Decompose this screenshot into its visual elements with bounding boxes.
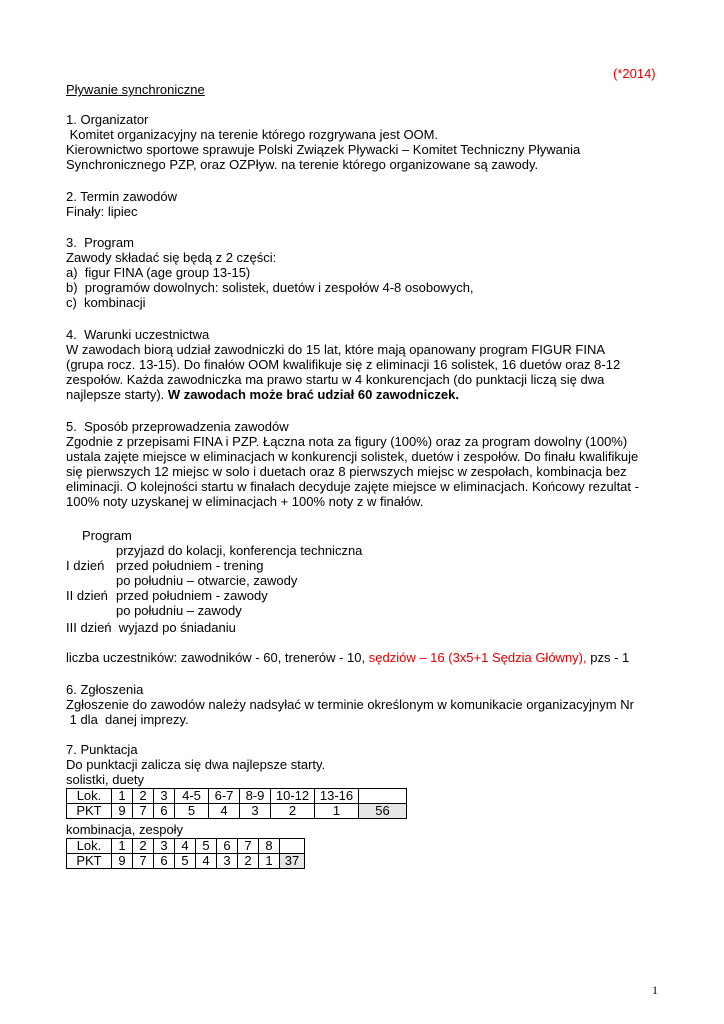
paragraph-line: 1 dla danej imprezy. (66, 712, 189, 727)
section-heading: 2. Termin zawodów (66, 189, 178, 204)
table-cell: 5 (196, 839, 217, 854)
table-cell: 5 (175, 804, 209, 819)
table-cell: 1 (112, 839, 133, 854)
paragraph-line: ustala zajęte miejsce w eliminacjach w konkurencji solistek, duetów i zespołów. Do finału kwalifikuje (66, 449, 639, 464)
schedule-title: Program (82, 528, 132, 543)
table-cell: 1 (315, 804, 359, 819)
paragraph-line: eliminacji. O kolejności startu w finałach decyduje zajęte miejsce w eliminacjach. Końcowy rezultat - (66, 479, 639, 494)
paragraph-line: zespołów. Każda zawodniczka ma prawo startu w 4 konkurencjach (do punktacji liczą się dwa (66, 372, 605, 387)
schedule-morning: przed południem - zawody (116, 588, 268, 603)
paragraph-line: 100% noty uzyskanej w eliminacjach + 100% noty z w finałów. (66, 494, 424, 509)
points-table-solo-duet (66, 788, 407, 819)
schedule-afternoon: po południu – otwarcie, zawody (116, 573, 298, 588)
section-program (66, 235, 474, 310)
paragraph-line: W zawodach biorą udział zawodniczki do 15 lat, które mają opanowany program FIGUR FINA (66, 342, 606, 357)
page-number: 1 (652, 983, 658, 997)
list-item: b) programów dowolnych: solistek, duetów i zespołów 4-8 osobowych, (66, 280, 474, 295)
paragraph-line: Do punktacji zalicza się dwa najlepsze starty. (66, 757, 326, 772)
table-cell: 4 (209, 804, 240, 819)
row-label: PKT (67, 804, 112, 819)
schedule-intro: przyjazd do kolacji, konferencja techniczna (116, 543, 363, 558)
table-cell: 2 (133, 789, 154, 804)
row-label: PKT (67, 854, 112, 869)
table-caption: solistki, duety (66, 772, 145, 787)
table-cell: 7 (133, 804, 154, 819)
section-heading: 6. Zgłoszenia (66, 682, 144, 697)
table-row (67, 854, 305, 869)
judges-count: sędziów – 16 (3x5+1 Sędzia Główny), (368, 650, 587, 665)
table-row (67, 789, 407, 804)
table-cell: 13-16 (315, 789, 359, 804)
schedule-afternoon: po południu – zawody (116, 603, 242, 618)
table-cell: 3 (154, 839, 175, 854)
table-cell: 4-5 (175, 789, 209, 804)
section-dates (66, 189, 177, 219)
section-heading: 7. Punktacja (66, 742, 138, 757)
section-heading: 1. Organizator (66, 112, 149, 127)
page-title: Pływanie synchroniczne (66, 82, 205, 97)
table-cell: 4 (175, 839, 196, 854)
row-label: Lok. (67, 789, 112, 804)
table-cell: 2 (271, 804, 315, 819)
table-cell: 3 (217, 854, 238, 869)
schedule-day-label: I dzień (66, 558, 105, 573)
table-cell: 6-7 (209, 789, 240, 804)
year-note: (*2014) (613, 66, 656, 81)
table-cell (280, 839, 305, 854)
participant-limit: W zawodach może brać udział 60 zawodniczek. (167, 387, 460, 402)
table-cell: 7 (133, 854, 154, 869)
schedule-day-label: II dzień (66, 588, 108, 603)
section-heading: 3. Program (66, 235, 134, 250)
paragraph-line (66, 387, 620, 402)
schedule-morning: przed południem - trening (116, 558, 264, 573)
table-cell: 3 (154, 789, 175, 804)
paragraph-line: Kierownictwo sportowe sprawuje Polski Związek Pływacki – Komitet Techniczny Pływania (66, 142, 581, 157)
section-entries (66, 682, 634, 727)
table-cell: 5 (175, 854, 196, 869)
paragraph-line: Zawody składać się będą z 2 części: (66, 250, 277, 265)
table-cell: 2 (133, 839, 154, 854)
section-procedure (66, 419, 639, 509)
table-cell: 1 (259, 854, 280, 869)
table-cell: 9 (112, 804, 133, 819)
section-heading: 5. Sposób przeprowadzenia zawodów (66, 419, 289, 434)
table-cell: 8-9 (240, 789, 271, 804)
paragraph-text: najlepsze starty). (66, 387, 168, 402)
table-cell: 7 (238, 839, 259, 854)
schedule-day3: III dzień wyjazd po śniadaniu (66, 620, 236, 635)
paragraph-line: (grupa rocz. 13-15). Do finałów OOM kwalifikuje się z eliminacji 16 solistek, 16 duetów oraz 8-12 (66, 357, 621, 372)
table-cell: 4 (196, 854, 217, 869)
table-cell: 6 (154, 854, 175, 869)
section-heading: 4. Warunki uczestnictwa (66, 327, 210, 342)
total-cell: 37 (280, 854, 305, 869)
table-cell: 2 (238, 854, 259, 869)
participants-line (66, 650, 629, 665)
list-item: c) kombinacji (66, 295, 146, 310)
table-cell: 10-12 (271, 789, 315, 804)
section-conditions (66, 327, 620, 402)
paragraph-line: Synchronicznego PZP, oraz OZPływ. na terenie którego organizowane są zawody. (66, 157, 539, 172)
participants-text: liczba uczestników: zawodników - 60, trenerów - 10, (66, 650, 369, 665)
table-cell: 6 (154, 804, 175, 819)
paragraph-line: Komitet organizacyjny na terenie którego rozgrywana jest OOM. (66, 127, 439, 142)
section-organizer (66, 112, 580, 172)
section-scoring (66, 742, 325, 787)
list-item: a) figur FINA (age group 13-15) (66, 265, 251, 280)
paragraph-line: Zgodnie z przepisami FINA i PZP. Łączna nota za figury (100%) oraz za program dowolny (100%) (66, 434, 628, 449)
table-row (67, 804, 407, 819)
table-cell: 1 (112, 789, 133, 804)
points-table-combo-team (66, 838, 305, 869)
table-cell: 3 (240, 804, 271, 819)
row-label: Lok. (67, 839, 112, 854)
participants-text: pzs - 1 (586, 650, 630, 665)
table-cell (359, 789, 407, 804)
paragraph-line: Finały: lipiec (66, 204, 138, 219)
paragraph-line: Zgłoszenie do zawodów należy nadsyłać w terminie określonym w komunikacie organizacyjnym Nr (66, 697, 634, 712)
table-cell: 6 (217, 839, 238, 854)
table-cell: 9 (112, 854, 133, 869)
paragraph-line: się pierwszych 12 miejsc w solo i duetach oraz 8 pierwszych miejsc w zespołach, kombinacja bez (66, 464, 627, 479)
table-cell: 8 (259, 839, 280, 854)
table-caption: kombinacja, zespoły (66, 822, 184, 837)
table-row (67, 839, 305, 854)
total-cell: 56 (359, 804, 407, 819)
